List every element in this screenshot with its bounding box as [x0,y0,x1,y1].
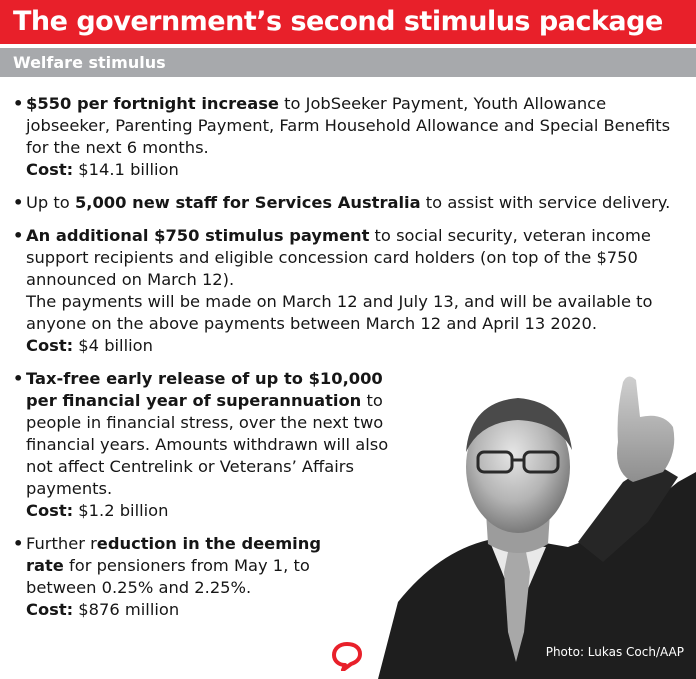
page-title: The government’s second stimulus package [0,0,696,44]
cost-label: Cost: [26,501,74,520]
bullet: • [13,369,24,388]
item-description [26,533,361,599]
item-highlight: eduction in the deeming rate [26,534,321,575]
item-cost [26,500,406,522]
list-item [13,93,689,181]
stimulus-list [13,93,689,632]
cost-label: Cost: [26,336,74,355]
speech-bubble-logo-icon [331,641,363,671]
cost-label: Cost: [26,160,74,179]
item-highlight: An additional $750 stimulus payment [26,226,370,245]
item-text: to JobSeeker Payment, Youth Allowance jobseeker, Parenting Payment, Farm Household Allowance and Special Benefits for the next 6 months. [26,94,671,157]
cost-value: $876 million [73,600,180,619]
item-text: to social security, veteran income support recipients and eligible concession card holders (on top of the $750 announced on March 12). [26,226,651,289]
bullet: • [13,534,24,553]
bullet: • [13,193,24,212]
bullet: • [13,94,24,113]
item-description [26,368,406,500]
list-item [13,225,689,357]
cost-value: $14.1 billion [73,160,179,179]
cost-label: Cost: [26,600,74,619]
list-item [13,533,361,621]
item-text: to people in financial stress, over the next two financial years. Amounts withdrawn will also not affect Centrelink or Veterans’ Affairs payments. [26,391,389,498]
list-item [13,368,406,522]
item-cost [26,159,689,181]
item-description [26,192,689,214]
item-text: Up to [26,193,75,212]
item-highlight: 5,000 new staff for Services Australia [74,193,421,212]
cost-value: $4 billion [73,336,153,355]
item-detail: The payments will be made on March 12 and July 13, and will be available to anyone on the above payments between March 12 and April 13 2020. [26,292,653,333]
item-text: to assist with service delivery. [420,193,671,212]
cost-value: $1.2 billion [73,501,169,520]
item-cost [26,599,361,621]
item-highlight: Tax-free early release of up to $10,000 per financial year of superannuation [26,369,383,410]
item-text: for pensioners from May 1, to between 0.25% and 2.25%. [26,556,310,597]
bullet: • [13,226,24,245]
item-cost [26,335,689,357]
item-description [26,225,689,291]
item-highlight: $550 per fortnight increase [26,94,279,113]
section-heading: Welfare stimulus [0,48,696,77]
item-description [26,93,689,159]
list-item [13,192,689,214]
photo-credit: Photo: Lukas Coch/AAP [545,645,684,659]
item-text: Further r [26,534,97,553]
